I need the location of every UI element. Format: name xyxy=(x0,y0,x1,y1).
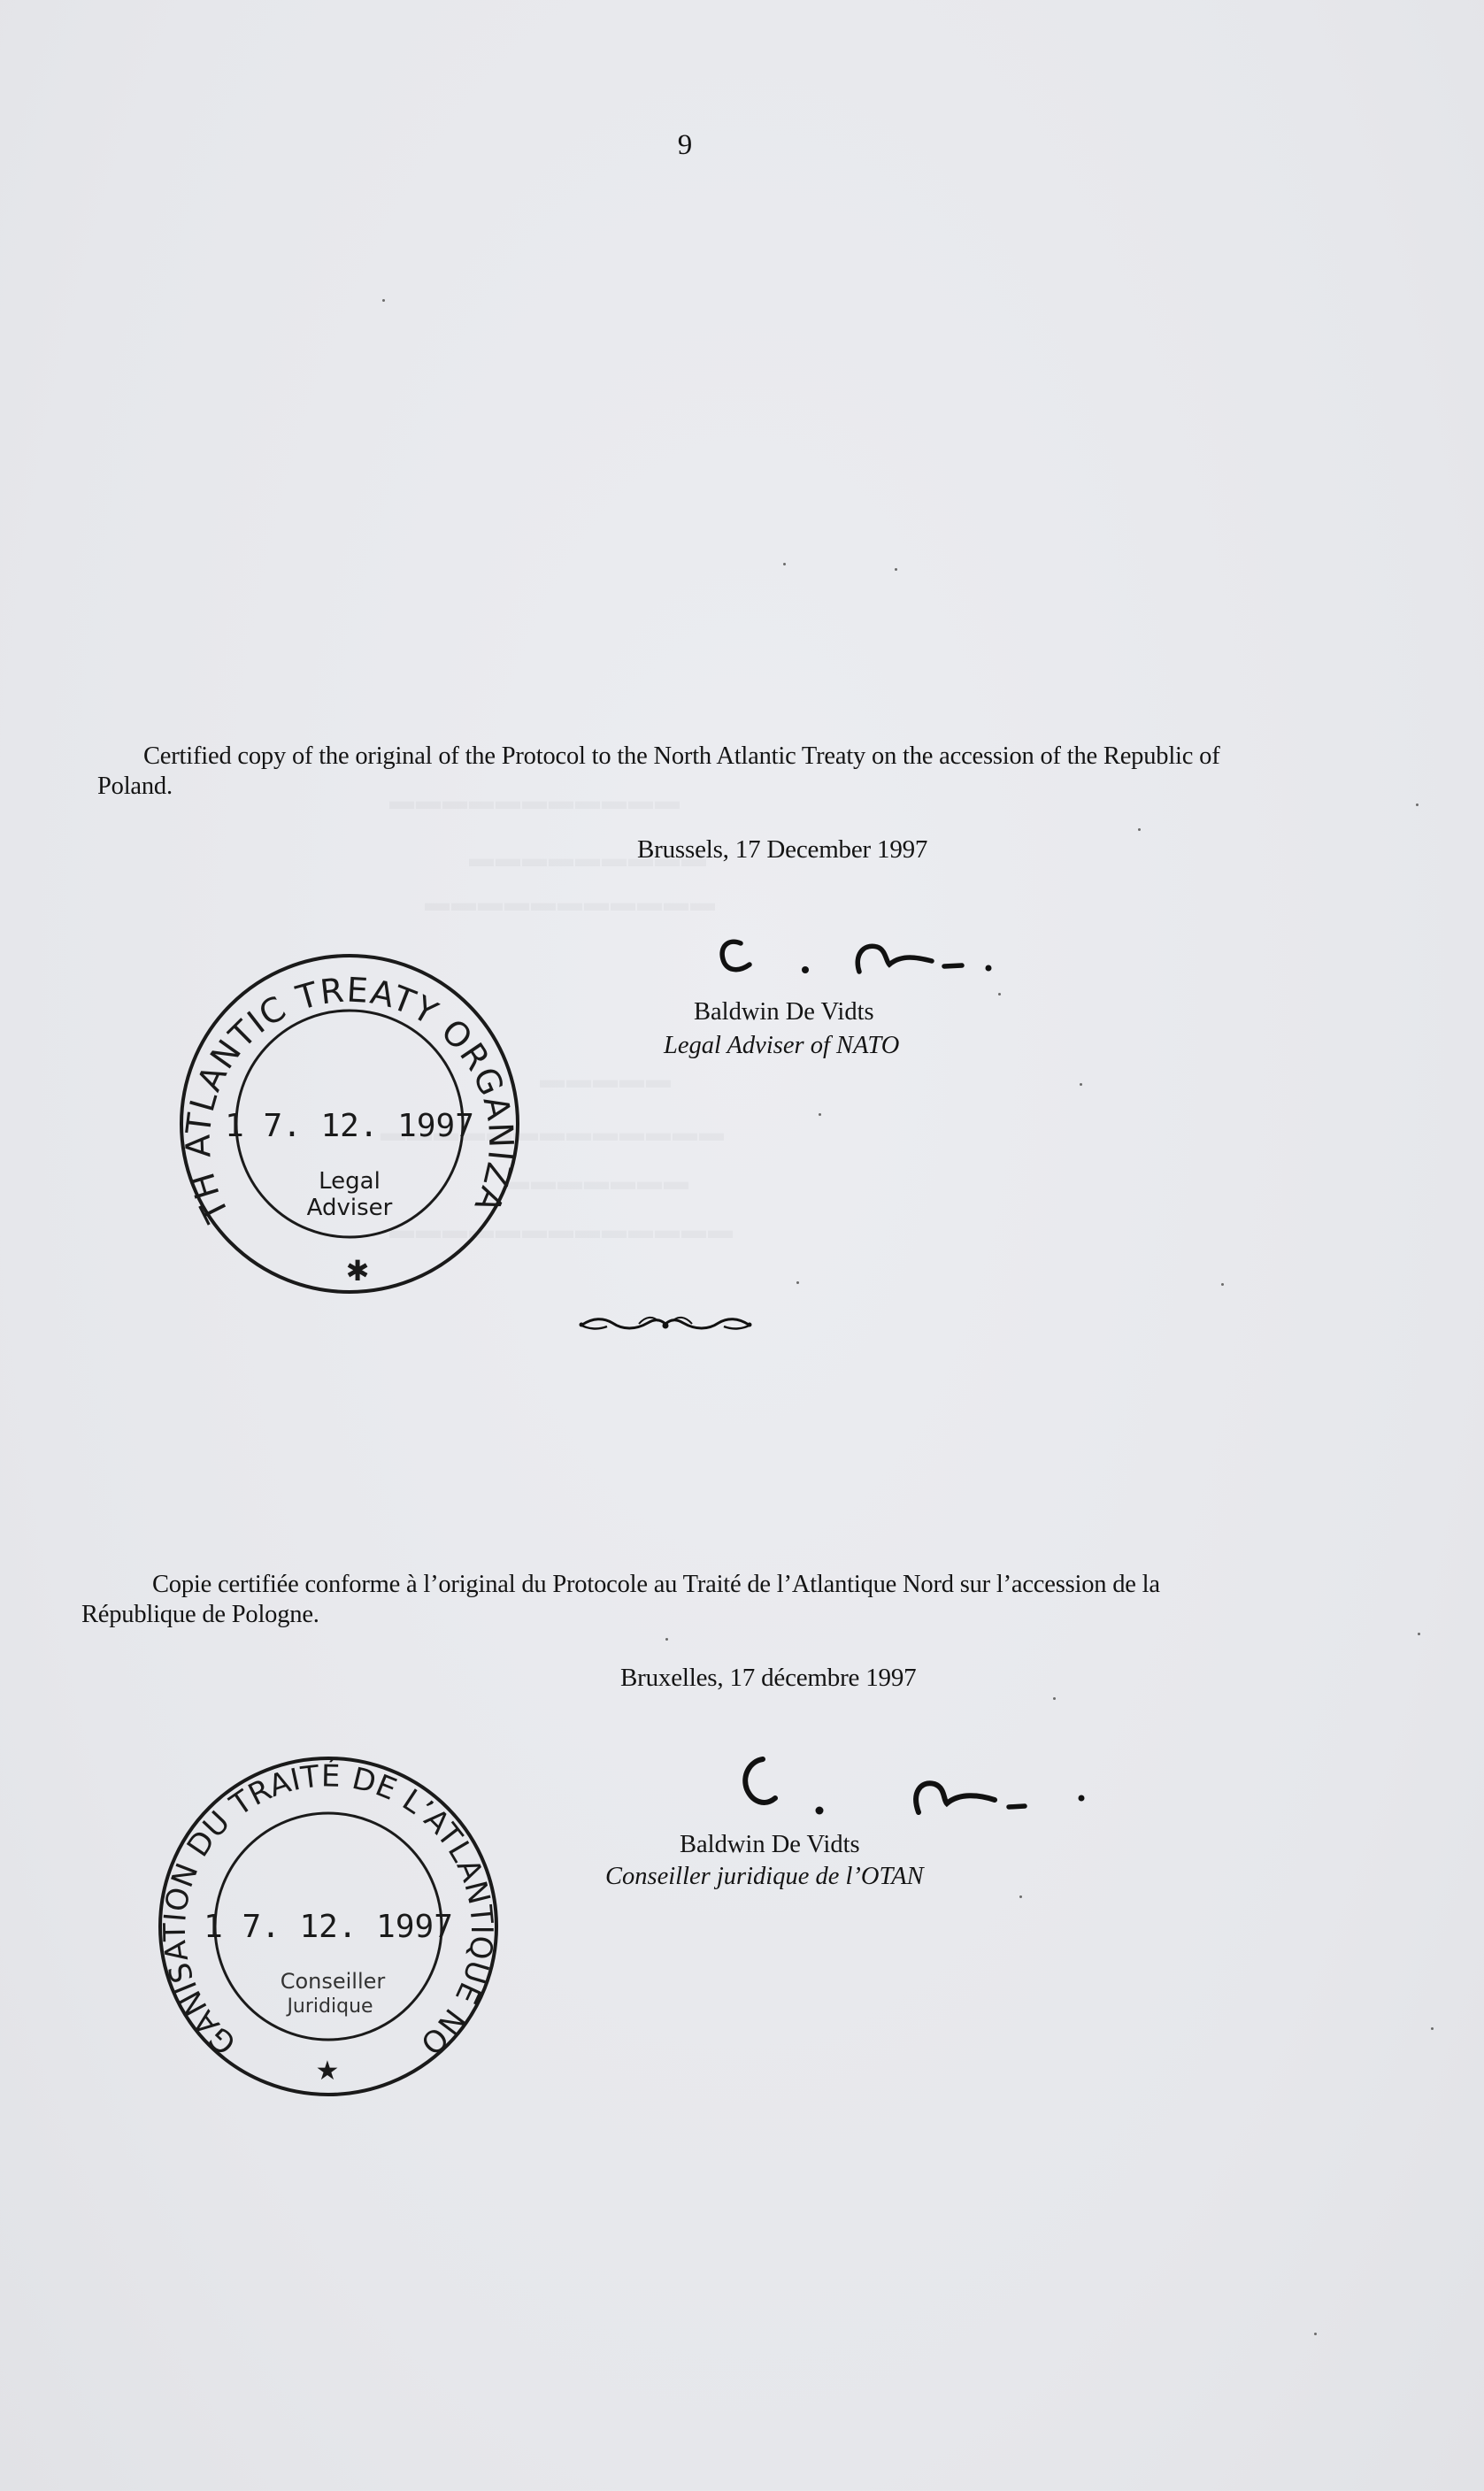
scan-speck xyxy=(998,993,1001,996)
scan-speck xyxy=(1418,1633,1420,1635)
seal-ring-text: ORGANISATION DU TRAITÉ DE L’ATLANTIQUE NORD xyxy=(143,1726,500,2062)
scan-speck xyxy=(1053,1697,1056,1700)
scan-speck xyxy=(1431,2027,1434,2030)
seal-star-icon: ✱ xyxy=(345,1254,370,1288)
english-handwritten-signature xyxy=(712,920,1057,991)
english-certification-text: Certified copy of the original of the Protocol to the North Atlantic Treaty on the accession of the Republic of Poland. xyxy=(97,742,1220,800)
legal-adviser-seal xyxy=(163,920,522,1296)
scan-speck xyxy=(1221,1283,1224,1286)
seal-date: 1 7. 12. 1997 xyxy=(204,1909,453,1945)
scan-speck xyxy=(796,1281,799,1284)
english-signer-title: Legal Adviser of NATO xyxy=(664,1032,900,1059)
ornamental-divider xyxy=(577,1312,754,1335)
french-signer-title: Conseiller juridique de l’OTAN xyxy=(605,1863,924,1890)
legal-counsel-seal xyxy=(143,1726,501,2099)
seal-ring-text: NORTH ATLANTIC TREATY ORGANIZATION xyxy=(163,920,521,1228)
french-handwritten-signature xyxy=(724,1752,1096,1832)
scan-speck xyxy=(1416,803,1419,806)
scan-speck xyxy=(895,568,897,571)
seal-label-line1: Legal xyxy=(319,1168,381,1195)
french-signer-name: Baldwin De Vidts xyxy=(680,1831,860,1858)
seal-label-line1: Conseiller xyxy=(280,1969,386,1994)
scan-speck xyxy=(1314,2333,1317,2335)
page-number: 9 xyxy=(677,129,693,161)
scan-speck xyxy=(665,1638,668,1641)
seal-star-icon: ★ xyxy=(315,2056,340,2087)
french-place-date: Bruxelles, 17 décembre 1997 xyxy=(620,1664,917,1692)
scan-speck xyxy=(1019,1895,1022,1898)
scan-speck xyxy=(382,299,385,302)
bleed-through-text xyxy=(425,889,717,918)
seal-label-line2: Adviser xyxy=(306,1195,393,1221)
scan-speck xyxy=(819,1113,821,1116)
scan-speck xyxy=(783,563,786,565)
seal-date: 1 7. 12. 1997 xyxy=(225,1108,474,1144)
english-place-date: Brussels, 17 December 1997 xyxy=(637,835,928,864)
french-certification-text: Copie certifiée conforme à l’original du Protocole au Traité de l’Atlantique Nord sur l’accession de la République de Pologne. xyxy=(81,1571,1160,1628)
bleed-through-text xyxy=(540,1066,673,1095)
english-signer-name: Baldwin De Vidts xyxy=(694,998,874,1026)
bleed-through-text xyxy=(504,1168,690,1196)
scan-speck xyxy=(1138,828,1141,831)
scan-speck xyxy=(1080,1083,1082,1086)
seal-label-line2: Juridique xyxy=(287,1995,373,2018)
